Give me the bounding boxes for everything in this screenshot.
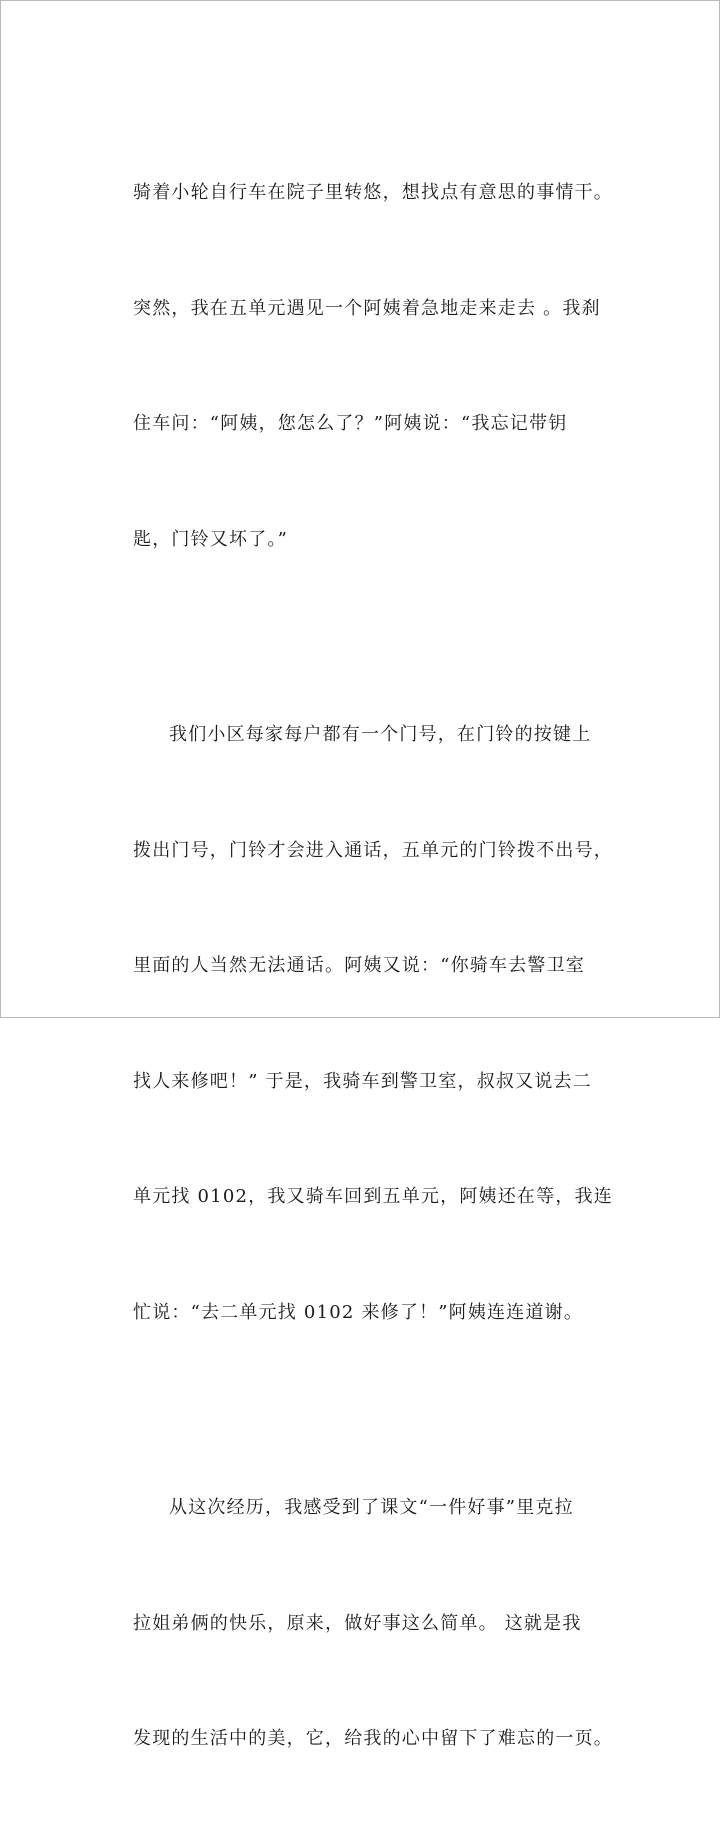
paragraph-line: 我们小区每家每户都有一个门号，在门铃的按键上 — [169, 724, 592, 745]
paragraph-line: 匙，门铃又坏了。” — [133, 528, 289, 550]
paragraph-line: 单元找 0102，我又骑车回到五单元，阿姨还在等，我连 — [133, 1186, 613, 1207]
paragraph-2 — [133, 639, 613, 1409]
paragraph-line: 拨出门号，门铃才会进入通话，五单元的门铃拨不出号， — [133, 839, 613, 861]
paragraph-line: 突然，我在五单元遇见一个阿姨着急地走来走去 。我刹 — [133, 297, 601, 319]
paragraph-line: 住车问：“阿姨，您怎么了？”阿姨说：“我忘记带钥 — [133, 413, 568, 434]
paragraph-line: 拉姐弟俩的快乐，原来，做好事这么简单。 这就是我 — [133, 1612, 582, 1634]
paragraph-3 — [133, 1412, 613, 1836]
paragraph-line: 找人来修吧！” 于是，我骑车到警卫室，叔叔又说去二 — [133, 1070, 592, 1092]
paragraph-line: 从这次经历，我感受到了课文“一件好事”里克拉 — [169, 1497, 574, 1518]
paragraph-line: 骑着小轮自行车在院子里转悠，想找点有意思的事情干。 — [133, 182, 613, 203]
paragraph-line: 里面的人当然无法通话。阿姨又说：“你骑车去警卫室 — [133, 955, 585, 976]
paragraph-line: 忙说：“去二单元找 0102 来修了！”阿姨连连道谢。 — [133, 1301, 584, 1323]
document-body — [133, 97, 613, 1839]
paragraph-line: 发现的生活中的美，它，给我的心中留下了难忘的一页。 — [133, 1728, 613, 1749]
paragraph-1 — [133, 97, 613, 636]
